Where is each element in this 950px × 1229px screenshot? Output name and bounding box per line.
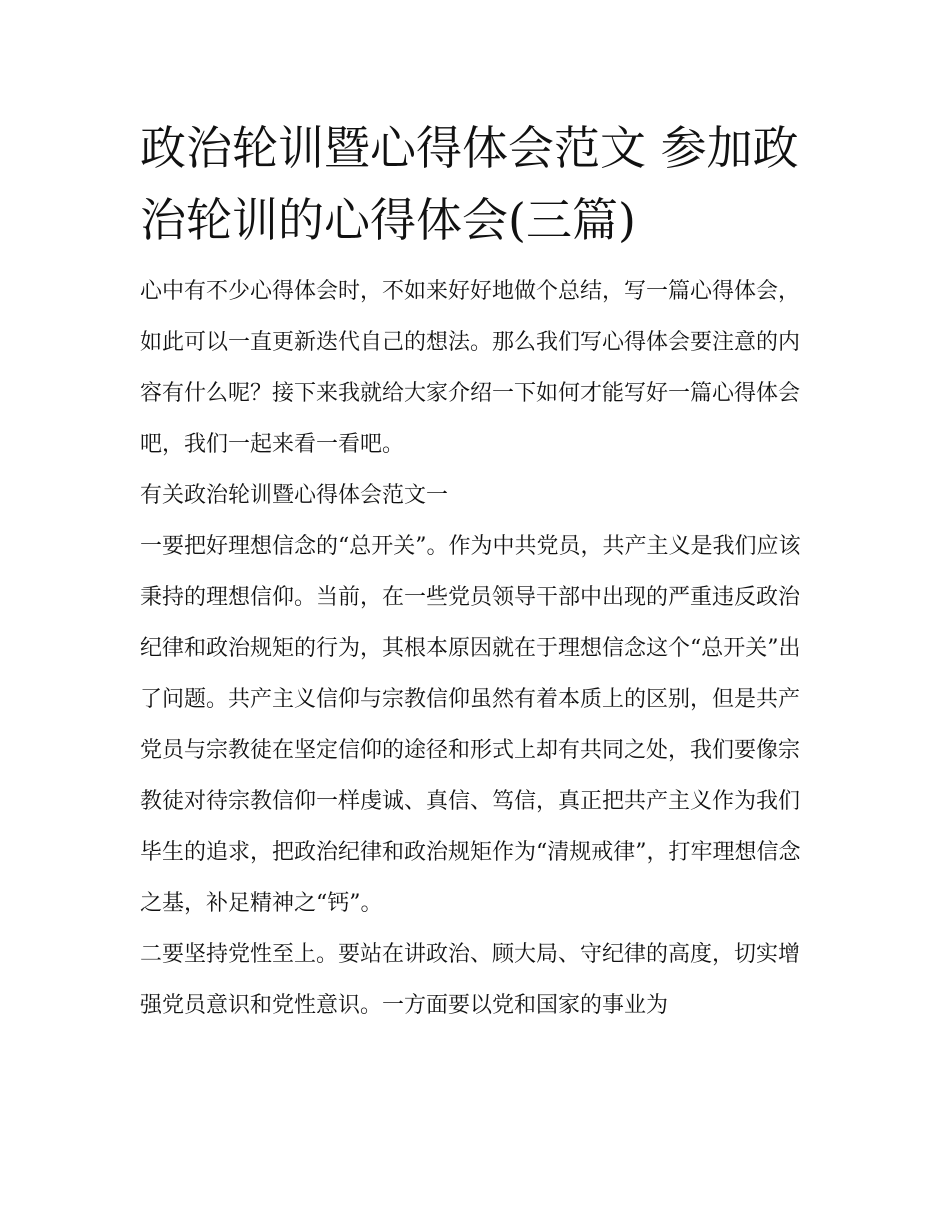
document-page	[140, 112, 812, 1031]
body-paragraph-1: 一要把好理想信念的“总开关”。作为中共党员，共产主义是我们应该秉持的理想信仰。当前，在一些党员领导干部中出现的严重违反政治纪律和政治规矩的行为，其根本原因就在于理想信念这个“总开关”出了问题。共产主义信仰与宗教信仰虽然有着本质上的区别，但是共产党员与宗教徒在坚定信仰的途径和形式上却有共同之处，我们要像宗教徒对待宗教信仰一样虔诚、真信、笃信，真正把共产主义作为我们毕生的追求，把政治纪律和政治规矩作为“清规戒律”，打牢理想信念之基，补足精神之“钙”。	[140, 534, 801, 916]
document-title: 政治轮训暨心得体会范文 参加政治轮训的心得体会(三篇)	[140, 121, 799, 247]
section-heading: 有关政治轮训暨心得体会范文一	[140, 483, 449, 508]
body-paragraph-2: 二要坚持党性至上。要站在讲政治、顾大局、守纪律的高度，切实增强党员意识和党性意识。一方面要以党和国家的事业为	[140, 942, 801, 1018]
intro-paragraph: 心中有不少心得体会时，不如来好好地做个总结，写一篇心得体会，如此可以一直更新迭代自己的想法。那么我们写心得体会要注意的内容有什么呢？接下来我就给大家介绍一下如何才能写好一篇心得体会吧，我们一起来看一看吧。	[140, 279, 801, 457]
